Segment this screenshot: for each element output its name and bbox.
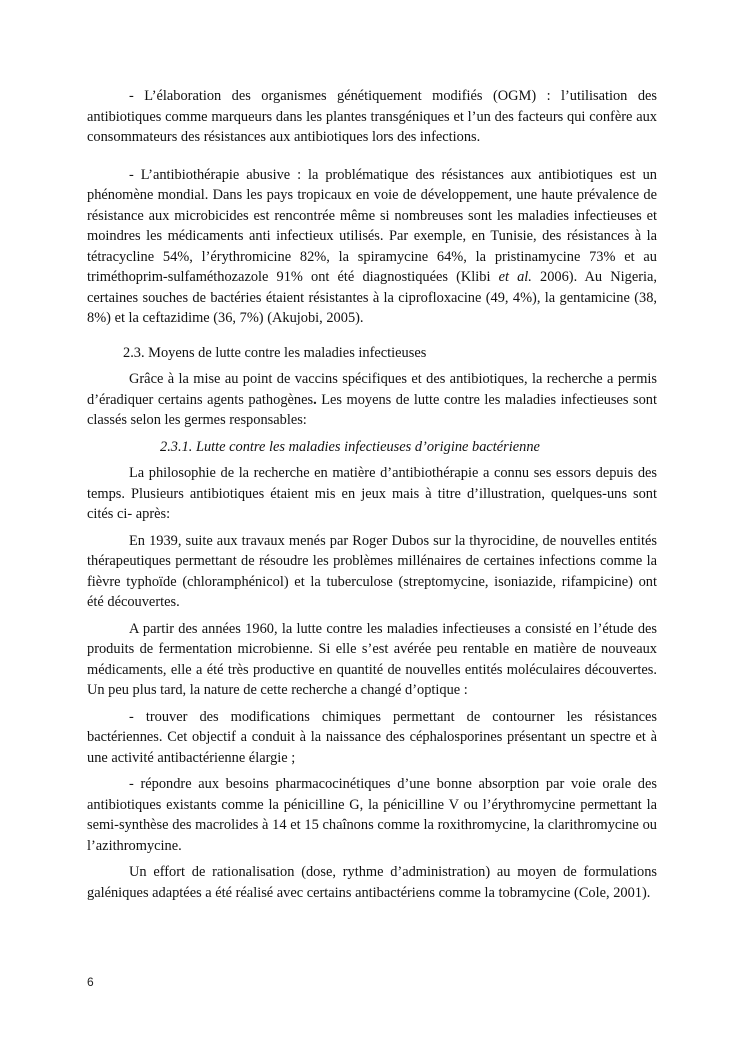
paragraph-dubos: En 1939, suite aux travaux menés par Roger Dubos sur la thyrocidine, de nouvelles entités thérapeutiques permettant de résoudre les problèmes millénaires de certaines infections comme la fièvre typhoïde (chloramphénicol) et la tuberculose (streptomycine, isoniazide, rifampicine) ont été découvertes. [87,532,657,610]
paragraph-annees-1960: A partir des années 1960, la lutte contre les maladies infectieuses a consisté en l’étude des produits de fermentation microbienne. Si elle s’est avérée peu rentable en matière de nouveaux médicaments, elle a été très productive en quantité de nouvelles entités moléculaires découvertes. Un peu plus tard, la nature de cette recherche a changé d’optique : [87,620,657,698]
document-page [87,86,657,903]
paragraph-intro [87,369,657,431]
section-heading: 2.3. Moyens de lutte contre les maladies infectieuses [123,344,427,361]
paragraph-intro-text-end: Les moyens de lutte contre les maladies infectieuses sont classés selon les germes responsables: [87,391,657,428]
paragraph-abusive-text-end: 2006). Au Nigeria, certaines souches de bactéries étaient résistantes à la ciprofloxacine (49, 4%), la gentamicine (38, 8%) et la ceftazidime (36, 7%) (Akujobi, 2005). [87,269,657,326]
paragraph-ogm: - L’élaboration des organismes génétiquement modifiés (OGM) : l’utilisation des antibiotiques comme marqueurs dans les plantes transgéniques et l’un des facteurs qui confère aux consommateurs des résistances aux antibiotiques lors des infections. [87,88,657,145]
paragraph-rationalisation: Un effort de rationalisation (dose, rythme d’administration) au moyen de formulations galéniques adaptées a été réalisé avec certains antibactériens comme la tobramycine (Cole, 2001). [87,864,657,901]
page-number: 6 [87,975,94,989]
et-al-citation: et al. [498,269,532,285]
paragraph-trouver: - trouver des modifications chimiques permettant de contourner les résistances bactériennes. Cet objectif a conduit à la naissance des céphalosporines présentant un spectre et à une activité antibactérienne élargie ; [87,708,657,766]
paragraph-abusive-text: - L’antibiothérapie abusive : la problématique des résistances aux antibiotiques est un phénomène mondial. Dans les pays tropicaux en voie de développement, une haute prévalence de résistance aux microbicides est rencontrée même si nombreuses sont les maladies infectieuses et moindres les médicaments anti infectieux utilisés. Par exemple, en Tunisie, des résistances à la tétracycline 54%, l’érythromicine 82%, la spiramycine 64%, la pristinamycine 73% et au triméthoprim-sulfaméthozazole 91% ont été diagnostiquées (Klibi [87,166,657,285]
paragraph-intro-dot: . [313,391,317,408]
paragraph-antibiotherapie-abusive [87,165,657,329]
paragraph-repondre: - répondre aux besoins pharmacocinétiques d’une bonne absorption par voie orale des antibiotiques existants comme la pénicilline G, la pénicilline V ou l’érythromycine permettant la semi-synthèse des macrolides à 14 et 15 chaînons comme la roxithromycine, la clarithromycine ou l’azithromycine. [87,776,657,854]
paragraph-intro-text: Grâce à la mise au point de vaccins spécifiques et des antibiotiques, la recherche a permis d’éradiquer certains agents pathogènes [87,371,657,408]
paragraph-philosophie: La philosophie de la recherche en matière d’antibiothérapie a connu ses essors depuis des temps. Plusieurs antibiotiques étaient mis en jeux mais à titre d’illustration, quelques-uns sont cités ci- après: [87,465,657,522]
subsection-heading: 2.3.1. Lutte contre les maladies infectieuses d’origine bactérienne [160,438,540,455]
